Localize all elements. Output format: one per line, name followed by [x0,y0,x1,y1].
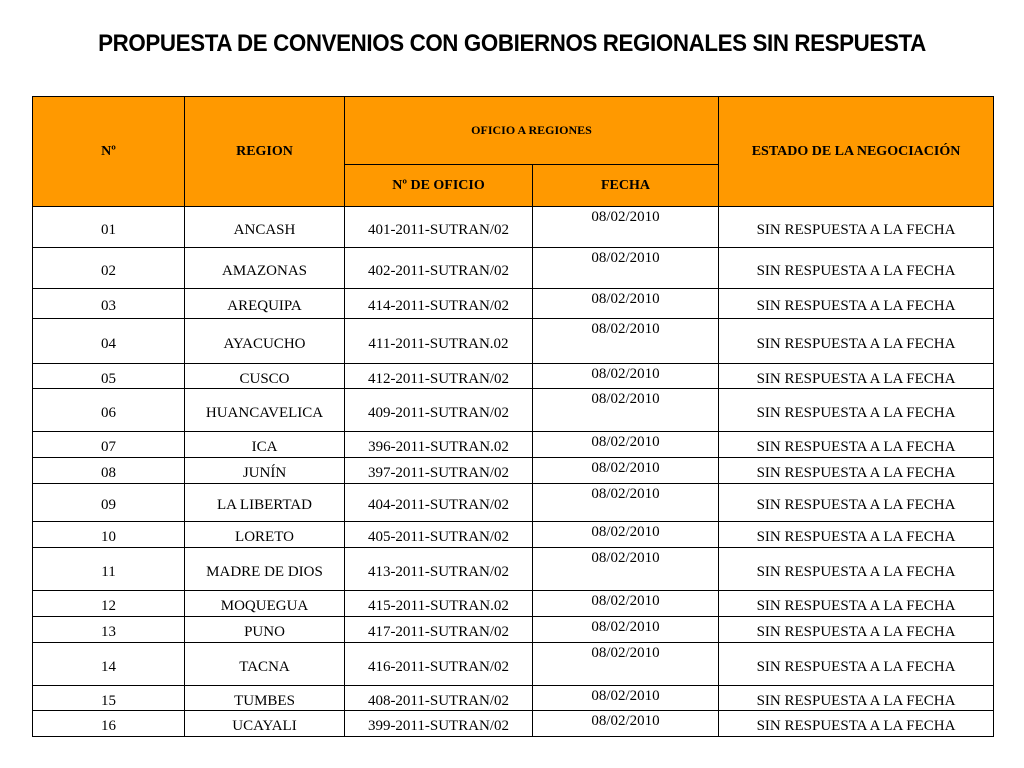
table-row [33,484,994,522]
cell-estado: SIN RESPUESTA A LA FECHA [719,617,994,643]
cell-fecha: 08/02/2010 [533,548,719,591]
cell-oficio: 401-2011-SUTRAN/02 [345,207,533,248]
cell-estado: SIN RESPUESTA A LA FECHA [719,591,994,617]
table-row [33,289,994,319]
cell-estado: SIN RESPUESTA A LA FECHA [719,484,994,522]
cell-fecha: 08/02/2010 [533,617,719,643]
cell-num: 12 [33,591,185,617]
table-row [33,711,994,737]
cell-region: HUANCAVELICA [185,389,345,432]
cell-num: 16 [33,711,185,737]
cell-region: ICA [185,432,345,458]
header-estado: ESTADO DE LA NEGOCIACIÓN [719,97,994,207]
cell-num: 11 [33,548,185,591]
cell-estado: SIN RESPUESTA A LA FECHA [719,686,994,711]
cell-region: AYACUCHO [185,319,345,364]
cell-estado: SIN RESPUESTA A LA FECHA [719,207,994,248]
table-row [33,686,994,711]
cell-fecha: 08/02/2010 [533,248,719,289]
cell-estado: SIN RESPUESTA A LA FECHA [719,548,994,591]
cell-oficio: 404-2011-SUTRAN/02 [345,484,533,522]
cell-fecha: 08/02/2010 [533,364,719,389]
cell-fecha: 08/02/2010 [533,643,719,686]
table-row [33,548,994,591]
cell-region: LA LIBERTAD [185,484,345,522]
table-row [33,591,994,617]
cell-oficio: 417-2011-SUTRAN/02 [345,617,533,643]
header-num: Nº [33,97,185,207]
header-region: REGION [185,97,345,207]
cell-fecha: 08/02/2010 [533,522,719,548]
cell-num: 09 [33,484,185,522]
cell-fecha: 08/02/2010 [533,686,719,711]
cell-oficio: 399-2011-SUTRAN/02 [345,711,533,737]
table-row [33,207,994,248]
cell-fecha: 08/02/2010 [533,432,719,458]
cell-region: MOQUEGUA [185,591,345,617]
cell-num: 01 [33,207,185,248]
page-title: PROPUESTA DE CONVENIOS CON GOBIERNOS REGIONALES SIN RESPUESTA [98,30,926,57]
cell-oficio: 412-2011-SUTRAN/02 [345,364,533,389]
table-row [33,522,994,548]
convenios-table [32,96,994,737]
cell-num: 14 [33,643,185,686]
cell-region: PUNO [185,617,345,643]
table-row [33,364,994,389]
cell-region: AMAZONAS [185,248,345,289]
cell-num: 10 [33,522,185,548]
cell-region: TUMBES [185,686,345,711]
cell-num: 04 [33,319,185,364]
header-oficio-num: Nº DE OFICIO [345,165,533,207]
cell-num: 02 [33,248,185,289]
cell-num: 13 [33,617,185,643]
cell-estado: SIN RESPUESTA A LA FECHA [719,289,994,319]
cell-fecha: 08/02/2010 [533,484,719,522]
cell-oficio: 408-2011-SUTRAN/02 [345,686,533,711]
cell-oficio: 414-2011-SUTRAN/02 [345,289,533,319]
cell-region: JUNÍN [185,458,345,484]
cell-num: 15 [33,686,185,711]
cell-fecha: 08/02/2010 [533,389,719,432]
cell-oficio: 415-2011-SUTRAN.02 [345,591,533,617]
cell-region: UCAYALI [185,711,345,737]
cell-oficio: 411-2011-SUTRAN.02 [345,319,533,364]
cell-estado: SIN RESPUESTA A LA FECHA [719,458,994,484]
cell-fecha: 08/02/2010 [533,289,719,319]
cell-fecha: 08/02/2010 [533,711,719,737]
table-row [33,617,994,643]
header-oficio-group: OFICIO A REGIONES [345,97,719,165]
cell-num: 07 [33,432,185,458]
cell-num: 05 [33,364,185,389]
cell-estado: SIN RESPUESTA A LA FECHA [719,364,994,389]
cell-oficio: 405-2011-SUTRAN/02 [345,522,533,548]
table-row [33,432,994,458]
cell-region: LORETO [185,522,345,548]
cell-num: 03 [33,289,185,319]
cell-estado: SIN RESPUESTA A LA FECHA [719,389,994,432]
cell-oficio: 396-2011-SUTRAN.02 [345,432,533,458]
table-body [33,207,994,737]
cell-fecha: 08/02/2010 [533,458,719,484]
cell-region: CUSCO [185,364,345,389]
cell-region: ANCASH [185,207,345,248]
cell-oficio: 397-2011-SUTRAN/02 [345,458,533,484]
table-row [33,643,994,686]
cell-oficio: 402-2011-SUTRAN/02 [345,248,533,289]
cell-num: 08 [33,458,185,484]
cell-oficio: 413-2011-SUTRAN/02 [345,548,533,591]
table-row [33,319,994,364]
table-row [33,389,994,432]
cell-fecha: 08/02/2010 [533,207,719,248]
cell-estado: SIN RESPUESTA A LA FECHA [719,643,994,686]
cell-num: 06 [33,389,185,432]
cell-estado: SIN RESPUESTA A LA FECHA [719,522,994,548]
cell-region: MADRE DE DIOS [185,548,345,591]
cell-fecha: 08/02/2010 [533,319,719,364]
header-row-1 [33,97,994,165]
cell-estado: SIN RESPUESTA A LA FECHA [719,432,994,458]
cell-region: TACNA [185,643,345,686]
cell-oficio: 416-2011-SUTRAN/02 [345,643,533,686]
header-fecha: FECHA [533,165,719,207]
cell-fecha: 08/02/2010 [533,591,719,617]
table-row [33,458,994,484]
table-row [33,248,994,289]
cell-estado: SIN RESPUESTA A LA FECHA [719,248,994,289]
cell-estado: SIN RESPUESTA A LA FECHA [719,319,994,364]
cell-estado: SIN RESPUESTA A LA FECHA [719,711,994,737]
cell-oficio: 409-2011-SUTRAN/02 [345,389,533,432]
cell-region: AREQUIPA [185,289,345,319]
